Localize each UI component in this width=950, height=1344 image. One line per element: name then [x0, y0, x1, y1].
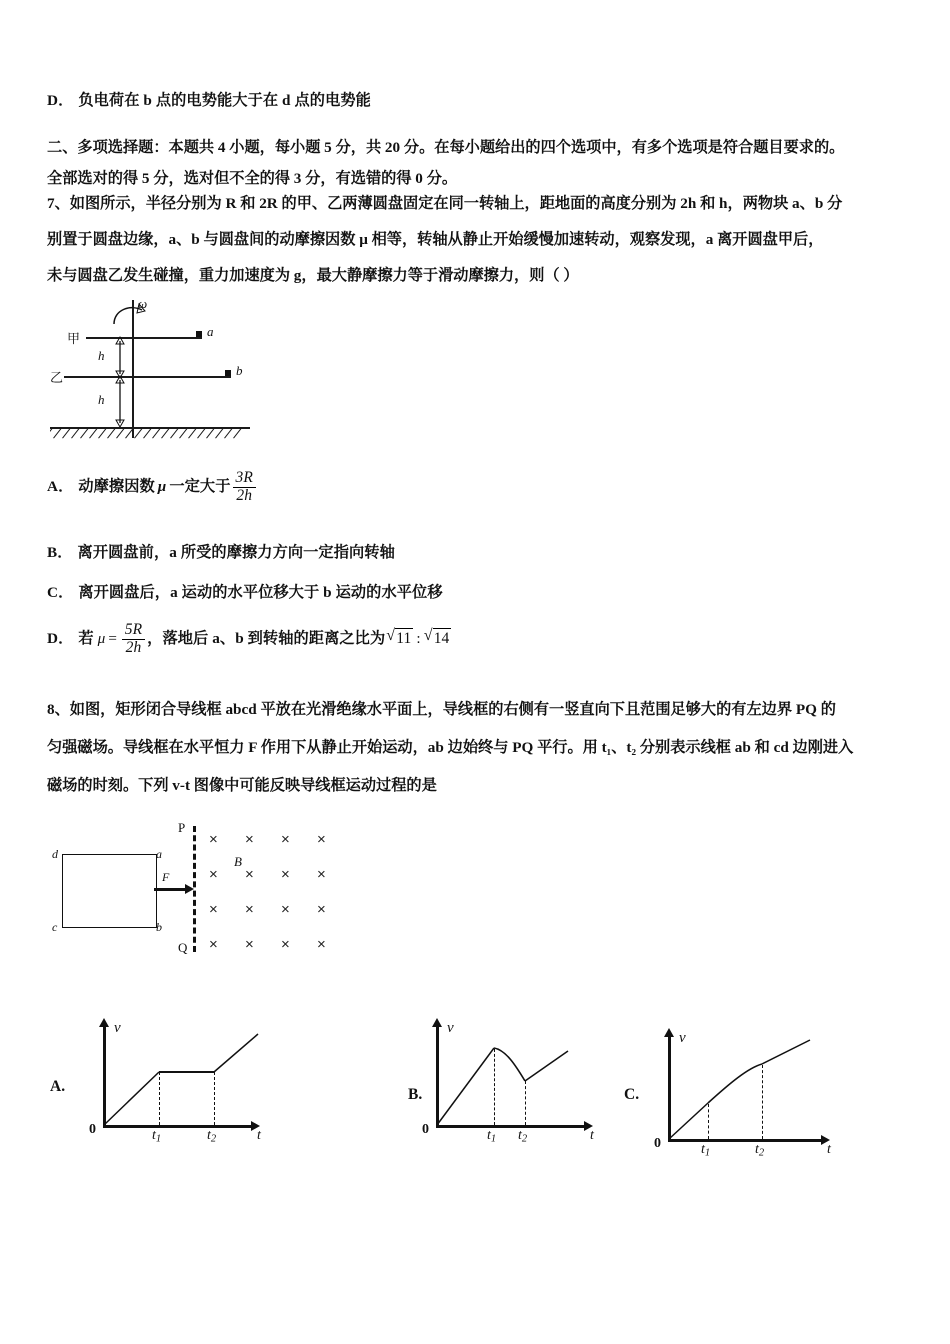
block-b-label: b [236, 363, 243, 378]
disk-lower-label: 乙 [50, 370, 64, 385]
block-a [196, 331, 202, 337]
question-7-option-b [47, 538, 395, 568]
option-d-symbol: μ [97, 630, 106, 648]
previous-option-d-label: D． [47, 92, 74, 109]
graph-c-tick-line-t2 [762, 1065, 763, 1139]
graph-b-tick-line-t2 [525, 1081, 526, 1125]
graph-b-x-axis-label: t [590, 1128, 594, 1143]
corner-label-a: a [156, 847, 162, 861]
option-b-text: 离开圆盘前，a 所受的摩擦力方向一定指向转轴 [77, 544, 395, 561]
graph-a-tick-label-t2: $t_2$ [207, 1128, 217, 1145]
option-d-radicand-1: 11 [396, 630, 412, 648]
field-cross-icon: × [245, 866, 254, 883]
corner-label-c: c [52, 920, 58, 934]
option-d-middle: ，落地后 a、b 到转轴的距离之比为 [147, 630, 386, 648]
option-c-label: C． [47, 584, 74, 601]
block-b [225, 370, 231, 376]
rotation-arrow-icon [108, 300, 164, 334]
question-7-option-d [47, 622, 452, 656]
height-arrow-lower [113, 376, 127, 427]
option-d-radical-2 [424, 628, 452, 648]
option-a-prefix: 动摩擦因数 [78, 478, 155, 496]
option-d-equals: = [107, 630, 118, 648]
option-d-radicand-2: 14 [433, 630, 450, 648]
graph-c-tick-label-t1: $t_1$ [701, 1142, 711, 1159]
option-d-fraction-numerator: 5R [124, 621, 143, 638]
graph-c [654, 1028, 845, 1159]
option-a-fraction [233, 470, 256, 504]
height-label-lower: h [98, 392, 105, 407]
height-label-upper: h [98, 348, 105, 363]
wire-loop-abcd [62, 854, 157, 928]
field-cross-icon: × [281, 936, 290, 953]
block-a-label: a [207, 324, 214, 339]
previous-option-d-text: 负电荷在 b 点的电势能大于在 d 点的电势能 [78, 92, 371, 109]
option-a-middle: 一定大于 [169, 478, 231, 496]
field-cross-icon: × [245, 901, 254, 918]
graph-c-tick-label-t2: $t_2$ [755, 1142, 765, 1159]
field-cross-icon: × [245, 831, 254, 848]
disk-upper-label: 甲 [67, 331, 81, 346]
graph-a-tick-line-t1 [159, 1072, 160, 1125]
rotating-disks-figure [50, 296, 300, 446]
question-7-stem-line-3: 未与圆盘乙发生碰撞，重力加速度为 g，最大静摩擦力等于滑动摩擦力，则（ ） [47, 267, 579, 284]
graph-b-tick-line-t1 [494, 1049, 495, 1125]
question-7-option-a [47, 470, 258, 504]
ground-hatching [50, 428, 250, 440]
corner-label-d: d [52, 847, 58, 861]
graph-option-a-label: A. [50, 1078, 66, 1095]
graph-option-c-label: C. [624, 1086, 640, 1103]
question-8-stem [47, 691, 937, 805]
option-a-label: A． [47, 478, 74, 496]
option-d-label: D． [47, 630, 74, 648]
disk-upper [86, 337, 202, 339]
field-label-b: B [234, 854, 242, 869]
field-cross-icon: × [209, 831, 218, 848]
boundary-label-p: P [178, 820, 186, 835]
field-cross-icon: × [317, 901, 326, 918]
question-8-stem-line-2: 匀强磁场。导线框在水平恒力 F 作用下从静止开始运动，ab 边始终与 PQ 平行。用 t₁、t₂ 分别表示线框 ab 和 cd 边刚进入 [47, 739, 854, 756]
graph-a-y-axis-label: v [114, 1020, 121, 1036]
field-cross-icon: × [209, 866, 218, 883]
field-cross-icon: × [317, 866, 326, 883]
field-cross-icon: × [245, 936, 254, 953]
question-7-stem-line-2: 别置于圆盘边缘，a、b 与圆盘间的动摩擦因数 μ 相等，转轴从静止开始缓慢加速转动，观察发现，a 离开圆盘甲后， [47, 231, 824, 248]
graph-a-x-axis-label: t [257, 1128, 261, 1143]
question-7-stem-line-1: 7、如图所示，半径分别为 R 和 2R 的甲、乙两薄圆盘固定在同一转轴上，距地面的高度分别为 2h 和 h，两物块 a、b 分 [47, 195, 843, 212]
field-cross-icon: × [317, 831, 326, 848]
graph-c-origin-label: 0 [654, 1136, 661, 1151]
graph-c-curve [660, 1028, 845, 1153]
option-a-fraction-numerator: 3R [235, 469, 253, 486]
question-7-stem [47, 186, 932, 294]
graph-b-y-axis-label: v [447, 1020, 454, 1036]
option-d-fraction [122, 622, 145, 656]
field-boundary-pq [193, 826, 196, 952]
graph-a-tick-label-t1: $t_1$ [152, 1128, 162, 1145]
corner-label-b: b [156, 920, 162, 934]
graph-b-curve [428, 1018, 608, 1138]
field-cross-icon: × [209, 901, 218, 918]
graph-b [422, 1018, 608, 1145]
option-b-label: B． [47, 544, 73, 561]
section-instructions [47, 132, 927, 194]
field-cross-icon: × [209, 936, 218, 953]
field-cross-icon: × [281, 901, 290, 918]
disk-lower [64, 376, 231, 378]
section-instructions-line2: 全部选对的得 5 分，选对但不全的得 3 分，有选错的得 0 分。 [47, 170, 458, 187]
force-arrow-line [154, 888, 186, 891]
graph-a-curve [95, 1018, 270, 1138]
graph-option-b-label: B. [408, 1086, 423, 1103]
force-label-f: F [162, 870, 170, 884]
graph-a [89, 1018, 270, 1145]
option-d-radical-1 [386, 628, 413, 648]
field-cross-icon: × [317, 936, 326, 953]
graph-c-y-axis-label: v [679, 1030, 686, 1046]
section-instructions-line1: 二、多项选择题：本题共 4 小题，每小题 5 分，共 20 分。在每小题给出的四个选项中，有多个选项是符合题目要求的。 [47, 139, 845, 156]
option-d-prefix: 若 [78, 630, 94, 648]
loop-magnetic-field-figure [52, 812, 352, 972]
graph-a-tick-line-t2 [214, 1072, 215, 1125]
question-8-stem-line-1: 8、如图，矩形闭合导线框 abcd 平放在光滑绝缘水平面上，导线框的右侧有一竖直向下且范围足够大的有左边界 PQ 的 [47, 701, 836, 718]
graph-c-tick-line-t1 [708, 1104, 709, 1139]
graph-a-origin-label: 0 [89, 1122, 96, 1137]
question-7-option-c [47, 578, 443, 608]
graph-b-tick-label-t2: $t_2$ [518, 1128, 528, 1145]
option-d-fraction-denominator: 2h [122, 639, 145, 657]
height-arrow-upper [113, 337, 127, 378]
option-a-symbol: μ [157, 478, 167, 496]
field-cross-icon: × [281, 866, 290, 883]
option-d-ratio-colon: : [416, 630, 421, 648]
field-cross-icon: × [281, 831, 290, 848]
graph-b-tick-label-t1: $t_1$ [487, 1128, 497, 1145]
boundary-label-q: Q [178, 940, 188, 955]
graph-b-origin-label: 0 [422, 1122, 429, 1137]
graph-c-x-axis-label: t [827, 1142, 831, 1157]
question-8-stem-line-3: 磁场的时刻。下列 v-t 图像中可能反映导线框运动过程的是 [47, 777, 437, 794]
previous-option-d [47, 86, 371, 116]
omega-label: ω [138, 296, 148, 311]
option-a-fraction-denominator: 2h [233, 487, 256, 505]
option-c-text: 离开圆盘后，a 运动的水平位移大于 b 运动的水平位移 [78, 584, 443, 601]
